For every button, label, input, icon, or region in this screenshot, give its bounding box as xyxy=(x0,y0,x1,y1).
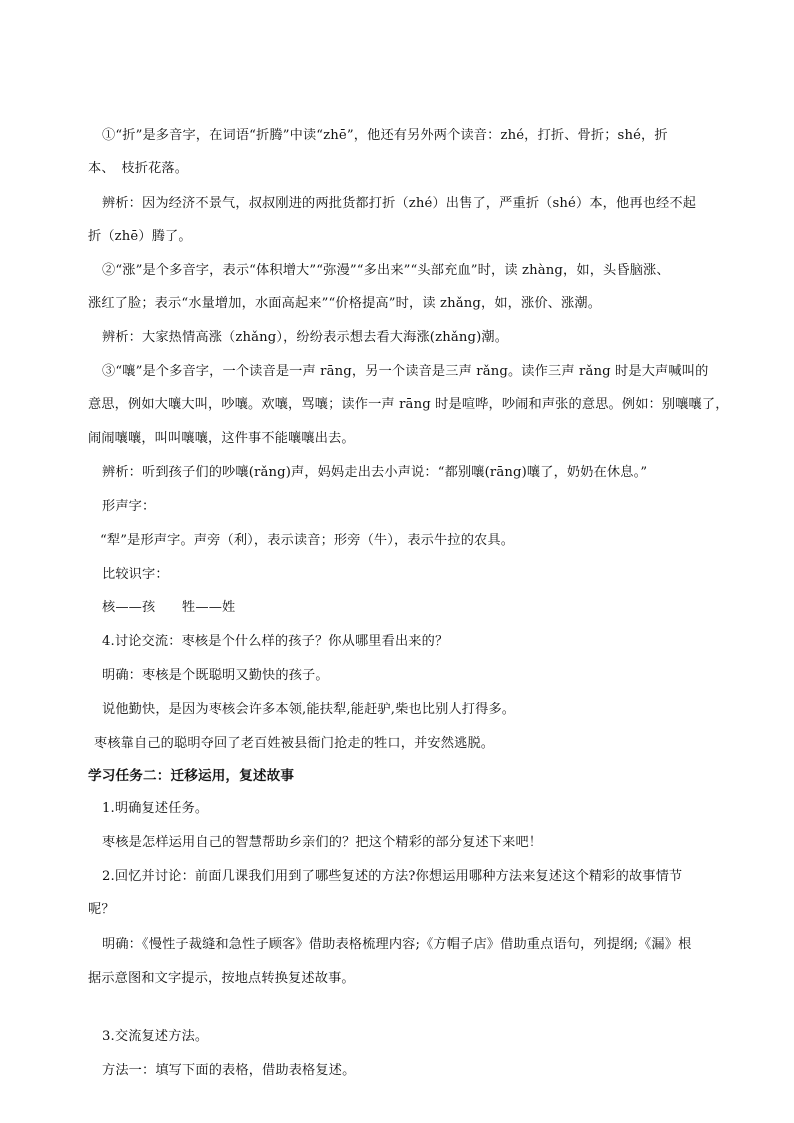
paragraph-line: 闹闹嚷嚷，叫叫嚷嚷，这件事不能嚷嚷出去。 xyxy=(88,431,355,446)
paragraph-line: 枣核是怎样运用自己的智慧帮助乡亲们的？把这个精彩的部分复述下来吧！ xyxy=(102,835,543,850)
paragraph-line: 涨红了脸；表示“水量增加，水面高起来”“价格提高”时，读 zhǎng，如，涨价、涨潮。 xyxy=(88,296,602,311)
section-heading: 学习任务二：迁移运用，复述故事 xyxy=(88,768,295,784)
paragraph-line: 2.回忆并讨论：前面几课我们用到了哪些复述的方法?你想运用哪种方法来复述这个精彩的故事情节 xyxy=(102,869,683,884)
paragraph-line: 形声字： xyxy=(102,499,156,514)
paragraph-line: 比较识字： xyxy=(102,567,169,582)
paragraph-line: ③“嚷”是个多音字，一个读音是一声 rāng，另一个读音是三声 rǎng。读作三声 rǎng 时是大声喊叫的 xyxy=(102,364,709,379)
paragraph-line: 据示意图和文字提示，按地点转换复述故事。 xyxy=(88,971,355,986)
paragraph-line: 意思，例如大嚷大叫，吵嚷。欢嚷，骂嚷；读作一声 rāng 时是喧哗，吵闹和声张的意思。例如：别嚷嚷了， xyxy=(88,397,729,412)
paragraph-line: 枣核靠自己的聪明夺回了老百姓被县衙门抢走的牲口，并安然逃脱。 xyxy=(94,736,495,751)
paragraph-line: ②“涨”是个多音字，表示“体积增大”“弥漫”“多出来”“头部充血”时，读 zhàng，如，头昏脑涨、 xyxy=(102,263,670,278)
paragraph-line: 本、 枝折花落。 xyxy=(88,161,189,176)
paragraph-line: 辨析：听到孩子们的吵嚷(rǎng)声，妈妈走出去小声说：“都别嚷(rāng)嚷了，奶奶在休息。” xyxy=(102,465,648,480)
paragraph-line: 折（zhē）腾了。 xyxy=(88,229,192,244)
paragraph-line: ①“折”是多音字，在词语“折腾”中读“zhē”，他还有另外两个读音：zhé，打折、骨折；shé，折 xyxy=(102,128,668,143)
paragraph-line: 辨析：大家热情高涨（zhǎng），纷纷表示想去看大海涨(zhǎng)潮。 xyxy=(102,330,509,345)
paragraph-line: 呢？ xyxy=(88,902,115,917)
paragraph-line: “犁”是形声字。声旁（利），表示读音；形旁（牛），表示牛拉的农具。 xyxy=(100,533,515,548)
paragraph-line: 3.交流复述方法。 xyxy=(102,1029,209,1044)
paragraph-line: 辨析：因为经济不景气，叔叔刚进的两批货都打折（zhé）出售了，严重折（shé）本，他再也经不起 xyxy=(102,196,697,211)
paragraph-line: 4.讨论交流：枣核是个什么样的孩子？你从哪里看出来的？ xyxy=(102,634,449,649)
paragraph-line: 明确：《慢性子裁缝和急性子顾客》借助表格梳理内容;《方帽子店》借助重点语句，列提纲;《漏》根 xyxy=(102,937,692,952)
paragraph-line: 1.明确复述任务。 xyxy=(102,801,209,816)
paragraph-line: 说他勤快，是因为枣核会许多本领,能扶犁,能赶驴,柴也比别人打得多。 xyxy=(102,702,516,717)
paragraph-line: 明确：枣核是个既聪明又勤快的孩子。 xyxy=(102,668,329,683)
paragraph-line: 核——孩 牲——姓 xyxy=(102,600,236,615)
paragraph-line: 方法一：填写下面的表格，借助表格复述。 xyxy=(102,1063,356,1078)
